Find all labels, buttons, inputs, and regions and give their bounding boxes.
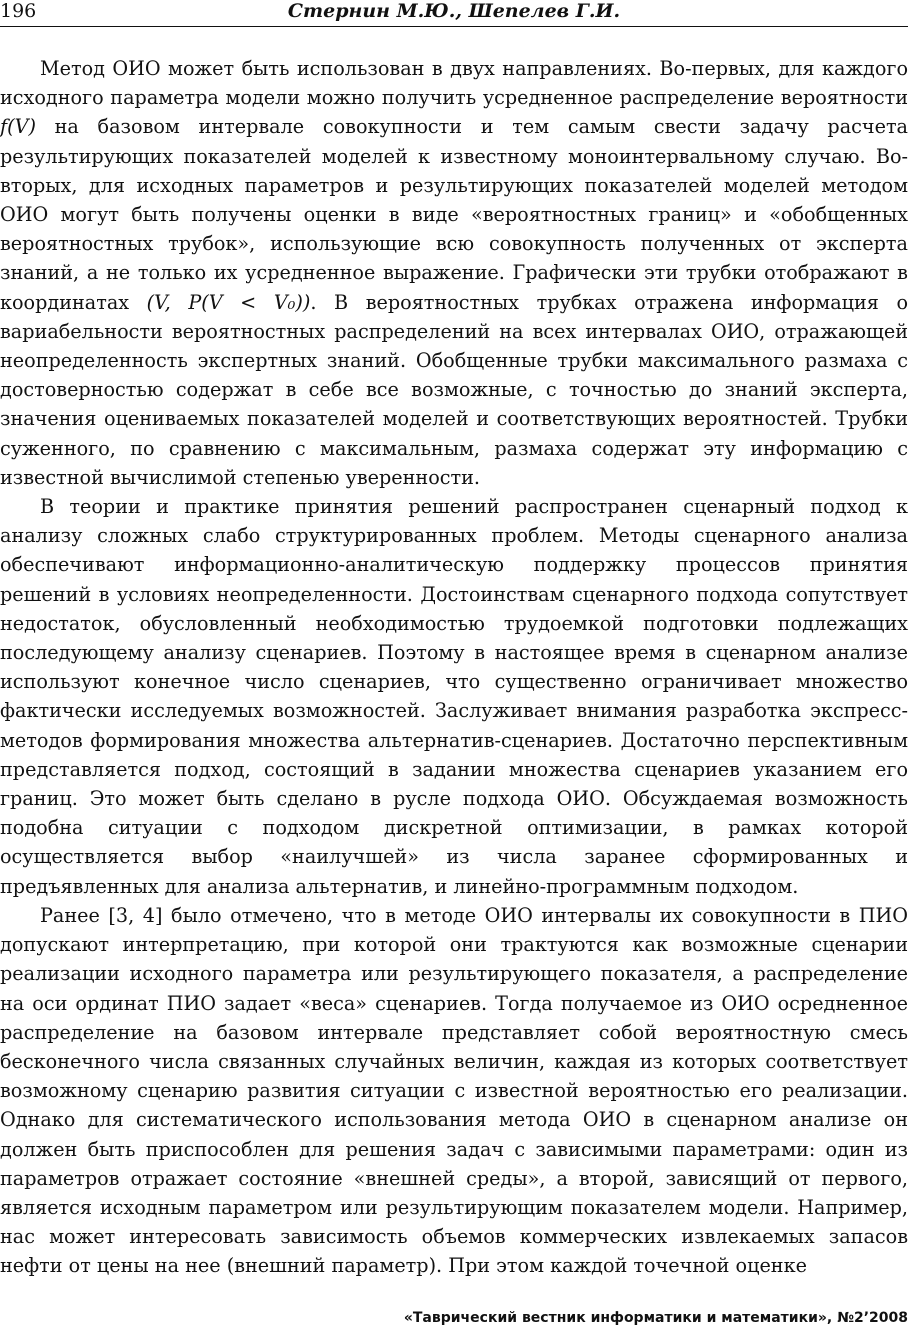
formula-f-of-v: f(V) [0, 115, 36, 139]
paragraph-1-part-1: Метод ОИО может быть использован в двух направлениях. Во-первых, для каждого исходного параметра модели можно получить усредненное распределение вероятности [0, 57, 908, 110]
formula-coordinates: (V, P(V < V₀)) [146, 290, 311, 314]
paragraph-1-part-3: . В вероятностных трубках отражена информация о вариабельности вероятностных распределений на всех интервалах ОИО, отражающей неопределенность экспертных знаний. Обобщенные трубки максимального размаха с достоверностью содержат в себе все возможные, с точностью до знаний эксперта, значения оцениваемых показателей моделей и соответствующих вероятностей. Трубки суженного, по сравнению с максимальным, размаха содержат эту информацию с известной вычислимой степенью уверенности. [0, 290, 908, 489]
header-rule [0, 26, 908, 27]
paragraph-1-part-2: на базовом интервале совокупности и тем самым свести задачу расчета результирующих показателей моделей к известному моноинтервальному случаю. Во-вторых, для исходных параметров и результирующих показателей моделей методом ОИО могут быть получены оценки в виде «вероятностных границ» и «обобщенных вероятностных трубок», использующие всю совокупность полученных от эксперта знаний, а не только их усредненное выражение. Графически эти трубки отображают в координатах [0, 115, 908, 314]
body-text [0, 54, 908, 1278]
paragraph-3: Ранее [3, 4] было отмечено, что в методе ОИО интервалы их совокупности в ПИО допускают интерпретацию, при которой они трактуются как возможные сценарии реализации исходного параметра или результирующего показателя, а распределение на оси ординат ПИО задает «веса» сценариев. Тогда получаемое из ОИО осредненное распределение на базовом интервале представляет собой вероятностную смесь бесконечного числа связанных случайных величин, каждая из которых соответствует возможному сценарию развития ситуации с известной вероятностью его реализации. Однако для систематического использования метода ОИО в сценарном анализе он должен быть приспособлен для решения задач с зависимыми параметрами: один из параметров отражает состояние «внешней среды», а второй, зависящий от первого, является исходным параметром или результирующим показателем модели. Например, нас может интересовать зависимость объемов коммерческих извлекаемых запасов нефти от цены на нее (внешний параметр). При этом каждой точечной оценке [0, 903, 908, 1278]
journal-footer: «Таврический вестник информатики и математики», №2’2008 [403, 1310, 908, 1326]
paragraph-2: В теории и практике принятия решений распространен сценарный подход к анализу сложных слабо структурированных проблем. Методы сценарного анализа обеспечивают информационно-аналитическую поддержку процессов принятия решений в условиях неопределенности. Достоинствам сценарного подхода сопутствует недостаток, обусловленный необходимостью трудоемкой подготовки подлежащих последующему анализу сценариев. Поэтому в настоящее время в сценарном анализе используют конечное число сценариев, что существенно ограничивает множество фактически исследуемых возможностей. Заслуживает внимания разработка экспресс-методов формирования множества альтернатив-сценариев. Достаточно перспективным представляется подход, состоящий в задании множества сценариев указанием его границ. Это может быть сделано в русле подхода ОИО. Обсуждаемая возможность подобна ситуации с подходом дискретной оптимизации, в рамках которой осуществляется выбор «наилучшей» из числа заранее сформированных и предъявленных для анализа альтернатив, и линейно-программным подходом. [0, 495, 908, 898]
paragraph-1 [0, 54, 908, 492]
page-header [0, 0, 908, 30]
page-number: 196 [0, 0, 37, 22]
running-head-authors: Стернин М.Ю., Шепелев Г.И. [287, 0, 621, 22]
